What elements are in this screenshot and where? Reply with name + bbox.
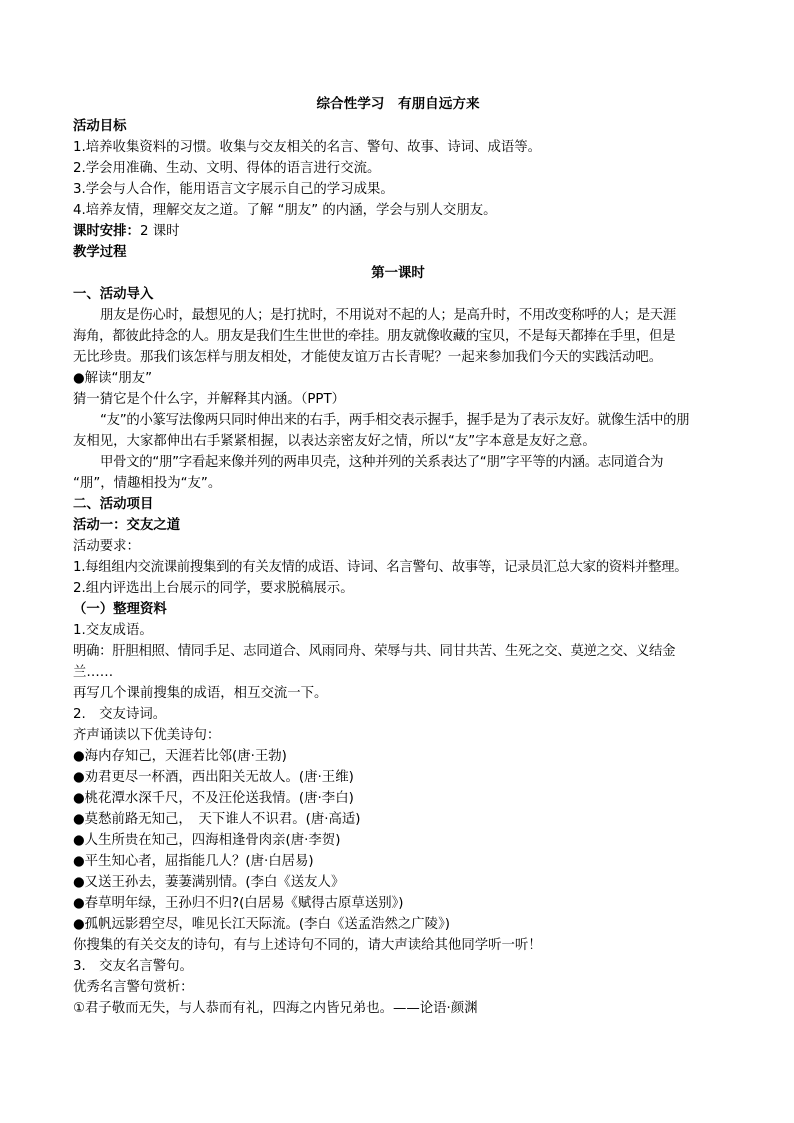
poems-prompt: 你搜集的有关交友的诗句，有与上述诗句不同的，请大声读给其他同学听一听！	[73, 938, 542, 953]
lesson-heading: 第一课时	[371, 266, 425, 281]
schedule-value: 2 课时	[139, 224, 180, 239]
goal-item: 2.学会用准确、生动、文明、得体的语言进行交流。	[73, 161, 381, 176]
poem-item: ●桃花潭水深千尺，不及汪伦送我情。(唐·李白)	[73, 791, 354, 806]
poems-heading: 2. 交友诗词。	[73, 707, 167, 722]
process-heading: 教学过程	[73, 245, 127, 260]
quotes-intro: 优秀名言警句赏析：	[73, 980, 194, 995]
poem-item: ●又送王孙去，萋萋满别情。(李白《送友人》	[73, 875, 345, 890]
requirements-label: 活动要求：	[73, 539, 140, 554]
paragraph-line: “朋”，情趣相投为“友”。	[73, 476, 222, 491]
requirement-item: 2.组内评选出上台展示的同学，要求脱稿展示。	[73, 581, 354, 596]
poem-item: ●莫愁前路无知己， 天下谁人不识君。(唐·高适)	[73, 812, 361, 827]
idioms-heading: 1.交友成语。	[73, 623, 153, 638]
paragraph-line: 朋友是伤心时，最想见的人；是打扰时，不用说对不起的人；是高升时，不用改变称呼的人；是天涯	[100, 308, 676, 323]
poem-item: ●劝君更尽一杯酒，西出阳关无故人。(唐·王维)	[73, 770, 354, 785]
paragraph-line: 明确：肝胆相照、情同手足、志同道合、风雨同舟、荣辱与共、同甘共苦、生死之交、莫逆之交、义结金	[73, 644, 676, 659]
schedule-line	[73, 221, 723, 242]
poems-intro: 齐声诵读以下优美诗句：	[73, 728, 221, 743]
section2-heading: 二、活动项目	[73, 497, 154, 512]
section1-heading: 一、活动导入	[73, 287, 154, 302]
goal-item: 3.学会与人合作，能用语言文字展示自己的学习成果。	[73, 182, 394, 197]
paragraph-line: 兰……	[73, 665, 114, 680]
quotes-heading: 3. 交友名言警句。	[73, 959, 193, 974]
paragraph-line: 友相见，大家都伸出右手紧紧相握，以表达亲密友好之情，所以“友”字本意是友好之意。	[73, 434, 596, 449]
sub1-heading: （一）整理资料	[73, 602, 167, 617]
quote-item: ①君子敬而无失，与人恭而有礼，四海之内皆兄弟也。——论语·颜渊	[73, 1001, 478, 1016]
paragraph-line: 甲骨文的“朋”字看起来像并列的两串贝壳，这种并列的关系表达了“朋”字平等的内涵。志同道合为	[100, 455, 664, 470]
interpret-heading: ●解读“朋友”	[73, 371, 153, 386]
document-page	[73, 94, 723, 1019]
poem-item: ●春草明年绿，王孙归不归?(白居易《赋得古原草送别》)	[73, 896, 404, 911]
poem-item: ●孤帆远影碧空尽，唯见长江天际流。(李白《送孟浩然之广陵》)	[73, 917, 450, 932]
goal-item: 4.培养友情，理解交友之道。了解 “朋友” 的内涵，学会与别人交朋友。	[73, 203, 497, 218]
idioms-prompt: 再写几个课前搜集的成语，相互交流一下。	[73, 686, 328, 701]
paragraph-line: 海角，都彼此持念的人。朋友是我们生生世世的牵挂。朋友就像收藏的宝贝，不是每天都捧在手里，但是	[73, 329, 676, 344]
requirement-item: 1.每组组内交流课前搜集到的有关友情的成语、诗词、名言警句、故事等，记录员汇总大家的资料并整理。	[73, 560, 688, 575]
schedule-label: 课时安排：	[73, 224, 140, 239]
document-title: 综合性学习 有朋自远方来	[316, 96, 480, 112]
paragraph-line: 无比珍贵。那我们该怎样与朋友相处，才能使友谊万古长青呢？一起来参加我们今天的实践活动吧。	[73, 350, 663, 365]
poem-item: ●平生知心者，屈指能几人？(唐·白居易)	[73, 854, 314, 869]
poem-item: ●海内存知己，天涯若比邻(唐·王勃)	[73, 749, 287, 764]
goals-heading: 活动目标	[73, 119, 127, 134]
poem-item: ●人生所贵在知己，四海相逢骨肉亲(唐·李贺)	[73, 833, 341, 848]
goal-item: 1.培养收集资料的习惯。收集与交友相关的名言、警句、故事、诗词、成语等。	[73, 140, 542, 155]
paragraph-line: “友”的小篆写法像两只同时伸出来的右手，两手相交表示握手，握手是为了表示友好。就像生活中的朋	[100, 413, 690, 428]
activity1-heading: 活动一：交友之道	[73, 518, 181, 533]
guess-line: 猜一猜它是个什么字，并解释其内涵。（PPT）	[73, 392, 346, 407]
